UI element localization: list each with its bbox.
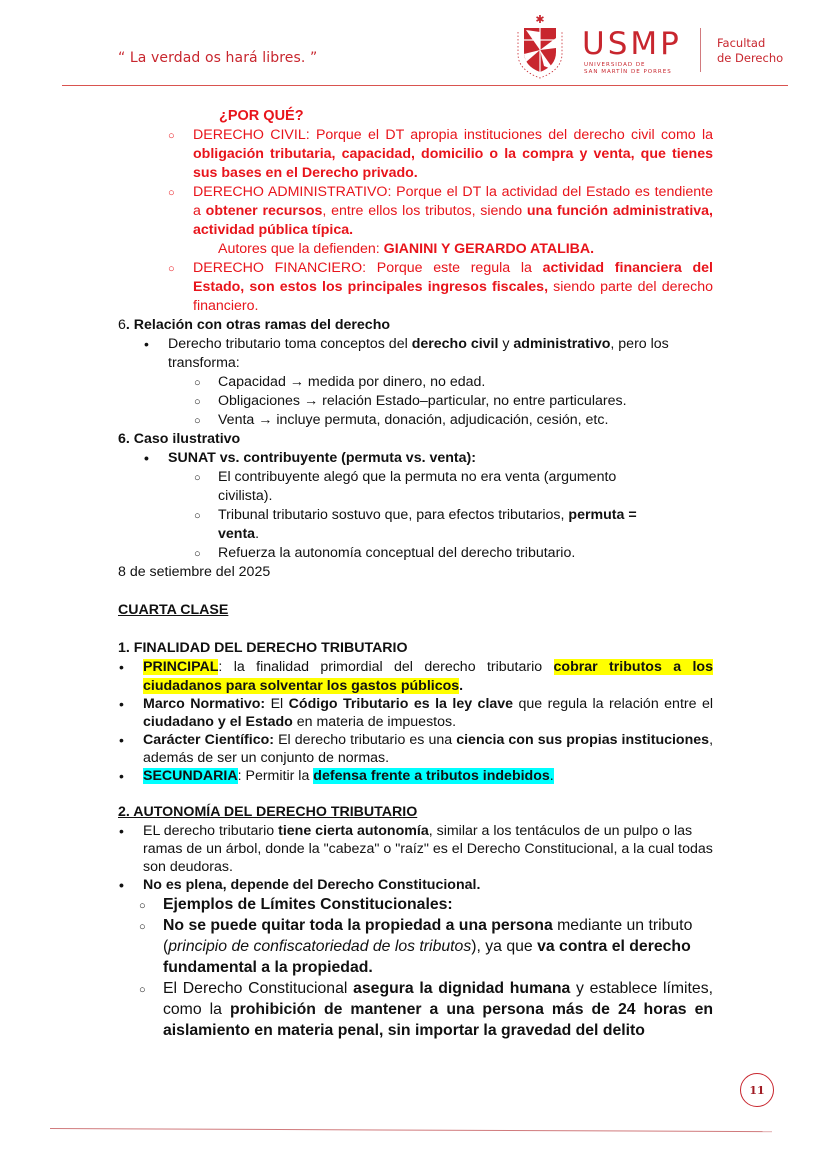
relacion-text-2: y xyxy=(498,336,514,352)
circle-bullet-icon: ○ xyxy=(139,984,146,996)
contribuyente-text: El contribuyente alegó que la permuta no era venta (argumento civilista). xyxy=(218,469,617,504)
refuerza-text: Refuerza la autonomía conceptual del derecho tributario. xyxy=(218,545,576,561)
dignidad-text-2: y establece límites, como la xyxy=(163,980,713,1018)
autonomia-text-1: EL derecho tributario xyxy=(143,823,279,839)
class-title: CUARTA CLASE xyxy=(118,602,229,618)
list-item-dignidad xyxy=(118,978,713,1041)
admin-bold-2: una función administrativa, actividad pública típica. xyxy=(193,203,713,238)
subitem-text: Venta → incluye permuta, donación, adjudicación, cesión, etc. xyxy=(218,412,609,428)
admin-text-2: , entre ellos los tributos, siendo xyxy=(322,203,527,219)
authors-names: GIANINI Y GERARDO ATALIBA. xyxy=(383,241,595,257)
list-item-marco-normativo xyxy=(118,695,713,731)
tribunal-bold: permuta = venta xyxy=(218,507,637,542)
caracter-text-1: El derecho tributario es una xyxy=(274,732,457,748)
university-motto: “ La verdad os hará libres. ” xyxy=(118,50,318,66)
usmp-subtitle-line-1: UNIVERSIDAD DE xyxy=(584,62,646,68)
marco-text-1: El xyxy=(265,696,289,712)
dignidad-text-1: El Derecho Constitucional xyxy=(163,980,354,997)
circle-bullet-icon: ○ xyxy=(194,510,201,522)
faculty-name xyxy=(717,36,783,66)
list-item-contribuyente xyxy=(118,468,658,506)
bullet-icon: • xyxy=(119,768,124,784)
caracter-bold: ciencia con sus propias instituciones xyxy=(456,732,710,748)
relacion-bold-1: derecho civil xyxy=(411,336,499,352)
subitem-text: Obligaciones → relación Estado–particular, no entre particulares. xyxy=(218,393,627,409)
propiedad-bold-1: No se puede quitar toda la propiedad a una persona xyxy=(163,917,553,934)
financiero-bold: actividad financiera del Estado, son estos los principales ingresos fiscales, xyxy=(193,260,713,295)
list-item-capacidad xyxy=(118,373,713,392)
circle-bullet-icon: ○ xyxy=(139,900,146,912)
logo-divider xyxy=(700,28,701,72)
list-item-caracter-cientifico xyxy=(118,731,713,767)
list-item-relacion xyxy=(118,335,713,373)
dignidad-bold-2: prohibición de mantener a una persona más de 24 horas en aislamiento en materia penal, sin importar la gravedad del delito xyxy=(163,1001,714,1039)
circle-bullet-icon: ○ xyxy=(194,377,201,389)
list-item-derecho-administrativo xyxy=(118,183,713,240)
principal-text: : la finalidad primordial del derecho tributario xyxy=(218,659,554,675)
admin-bold-1: obtener recursos xyxy=(205,203,323,219)
civil-bold: obligación tributaria, capacidad, domicilio o la compra y venta, que tienes sus bases en el Derecho privado. xyxy=(193,146,713,181)
principal-label: PRINCIPAL xyxy=(143,659,219,675)
relacion-bold-2: administrativo xyxy=(513,336,611,352)
marco-text-3: en materia de impuestos. xyxy=(292,714,457,730)
list-item-principal xyxy=(118,658,713,695)
caracter-label: Carácter Científico: xyxy=(143,732,275,748)
faculty-line-1: Facultad xyxy=(717,36,766,50)
tribunal-tail: . xyxy=(255,526,260,542)
header-divider xyxy=(62,85,788,86)
caso-heading: 6. Caso ilustrativo xyxy=(118,431,241,447)
propiedad-text-1: mediante un tributo ( xyxy=(163,917,693,955)
autonomia-heading: 2. AUTONOMÍA DEL DERECHO TRIBUTARIO xyxy=(118,804,418,820)
faculty-line-2: de Derecho xyxy=(717,51,784,65)
marco-text-2: que regula la relación entre el xyxy=(513,696,714,712)
dignidad-bold-1: asegura la dignidad humana xyxy=(353,980,571,997)
usmp-subtitle-line-2: SAN MARTÍN DE PORRES xyxy=(584,69,672,75)
propiedad-italic: principio de confiscatoriedad de los tributos xyxy=(168,938,472,955)
admin-text: DERECHO ADMINISTRATIVO: Porque el DT la actividad del Estado es tendiente a xyxy=(193,184,713,219)
bullet-icon: • xyxy=(119,696,124,712)
page-header xyxy=(0,0,828,90)
bullet-icon: • xyxy=(144,336,149,352)
list-item-tribunal xyxy=(118,506,678,544)
bullet-icon: • xyxy=(119,877,124,893)
autonomia-text-2: , similar a los tentáculos de un pulpo o las ramas de un árbol, donde la "cabeza" o "raíz" es el Derecho Constitucional, a la cual todas son deudoras. xyxy=(143,823,713,875)
list-item-no-es-plena xyxy=(118,876,713,894)
tribunal-text: Tribunal tributario sostuvo que, para efectos tributarios, xyxy=(218,507,569,523)
civil-text: DERECHO CIVIL: Porque el DT apropia instituciones del derecho civil como la xyxy=(193,127,713,143)
secundaria-end: . xyxy=(549,768,554,784)
secundaria-text: : Permitir la xyxy=(237,768,314,784)
list-item-refuerza xyxy=(118,544,713,563)
usmp-logo xyxy=(512,14,792,80)
list-item-derecho-civil xyxy=(118,126,713,183)
circle-bullet-icon: ○ xyxy=(168,263,175,275)
list-item-sunat xyxy=(118,449,713,468)
relacion-heading xyxy=(118,316,713,335)
subitem-text: Capacidad → medida por dinero, no edad. xyxy=(218,374,486,390)
marco-label: Marco Normativo: xyxy=(143,696,266,712)
document-body xyxy=(118,107,713,1041)
bullet-icon: • xyxy=(144,450,149,466)
sunat-text: SUNAT vs. contribuyente (permuta vs. venta): xyxy=(168,450,476,466)
admin-authors xyxy=(118,240,713,259)
financiero-text: DERECHO FINANCIERO: Porque este regula la xyxy=(193,260,543,276)
relacion-tail: , pero los transforma: xyxy=(168,336,669,371)
list-item-autonomia xyxy=(118,822,713,876)
secundaria-label: SECUNDARIA xyxy=(143,768,238,784)
authors-label: Autores que la defienden: xyxy=(218,241,384,257)
list-item-derecho-financiero xyxy=(118,259,713,316)
list-item-obligaciones xyxy=(118,392,713,411)
bullet-icon: • xyxy=(119,732,124,748)
no-es-plena-text: No es plena, depende del Derecho Constitucional. xyxy=(143,877,481,893)
class-date: 8 de setiembre del 2025 xyxy=(118,564,271,580)
list-item-venta xyxy=(118,411,713,430)
bullet-icon: • xyxy=(119,823,124,839)
financiero-tail: siendo parte del derecho financiero. xyxy=(193,279,713,314)
finalidad-heading: 1. FINALIDAD DEL DERECHO TRIBUTARIO xyxy=(118,640,408,656)
circle-bullet-icon: ○ xyxy=(139,921,146,933)
autonomia-bold: tiene cierta autonomía xyxy=(278,823,429,839)
list-item-secundaria xyxy=(118,767,713,785)
bullet-icon: • xyxy=(119,659,124,675)
propiedad-text-2: ), ya que xyxy=(471,938,538,955)
porque-heading: ¿POR QUÉ? xyxy=(219,108,304,124)
page-number-badge xyxy=(740,1073,774,1107)
page-number: 11 xyxy=(749,1083,765,1097)
list-item-ejemplos xyxy=(118,894,713,915)
circle-bullet-icon: ○ xyxy=(194,472,201,484)
relacion-number: 6 xyxy=(118,317,126,333)
principal-end: . xyxy=(459,677,464,694)
relacion-text: Derecho tributario toma conceptos del xyxy=(168,336,412,352)
secundaria-highlight: defensa frente a tributos indebidos xyxy=(313,768,550,784)
list-item-propiedad xyxy=(118,915,713,978)
footer-divider xyxy=(50,1128,772,1132)
marco-bold-1: Código Tributario es la ley clave xyxy=(288,696,514,712)
usmp-shield-icon xyxy=(512,14,576,80)
circle-bullet-icon: ○ xyxy=(194,548,201,560)
principal-highlight: cobrar tributos a los ciudadanos para solventar los gastos públicos xyxy=(143,659,713,694)
circle-bullet-icon: ○ xyxy=(194,396,201,408)
svg-text:✱: ✱ xyxy=(535,14,545,26)
propiedad-bold-2: va contra el derecho fundamental a la propiedad. xyxy=(163,938,691,976)
circle-bullet-icon: ○ xyxy=(168,187,175,199)
marco-bold-2: ciudadano y el Estado xyxy=(143,714,293,730)
ejemplos-text: Ejemplos de Límites Constitucionales: xyxy=(163,896,453,913)
circle-bullet-icon: ○ xyxy=(168,130,175,142)
usmp-subtitle xyxy=(584,62,672,76)
circle-bullet-icon: ○ xyxy=(194,415,201,427)
relacion-title: . Relación con otras ramas del derecho xyxy=(125,317,391,333)
usmp-wordmark: USMP xyxy=(582,26,682,62)
caracter-text-2: , además de ser un conjunto de normas. xyxy=(143,732,714,766)
